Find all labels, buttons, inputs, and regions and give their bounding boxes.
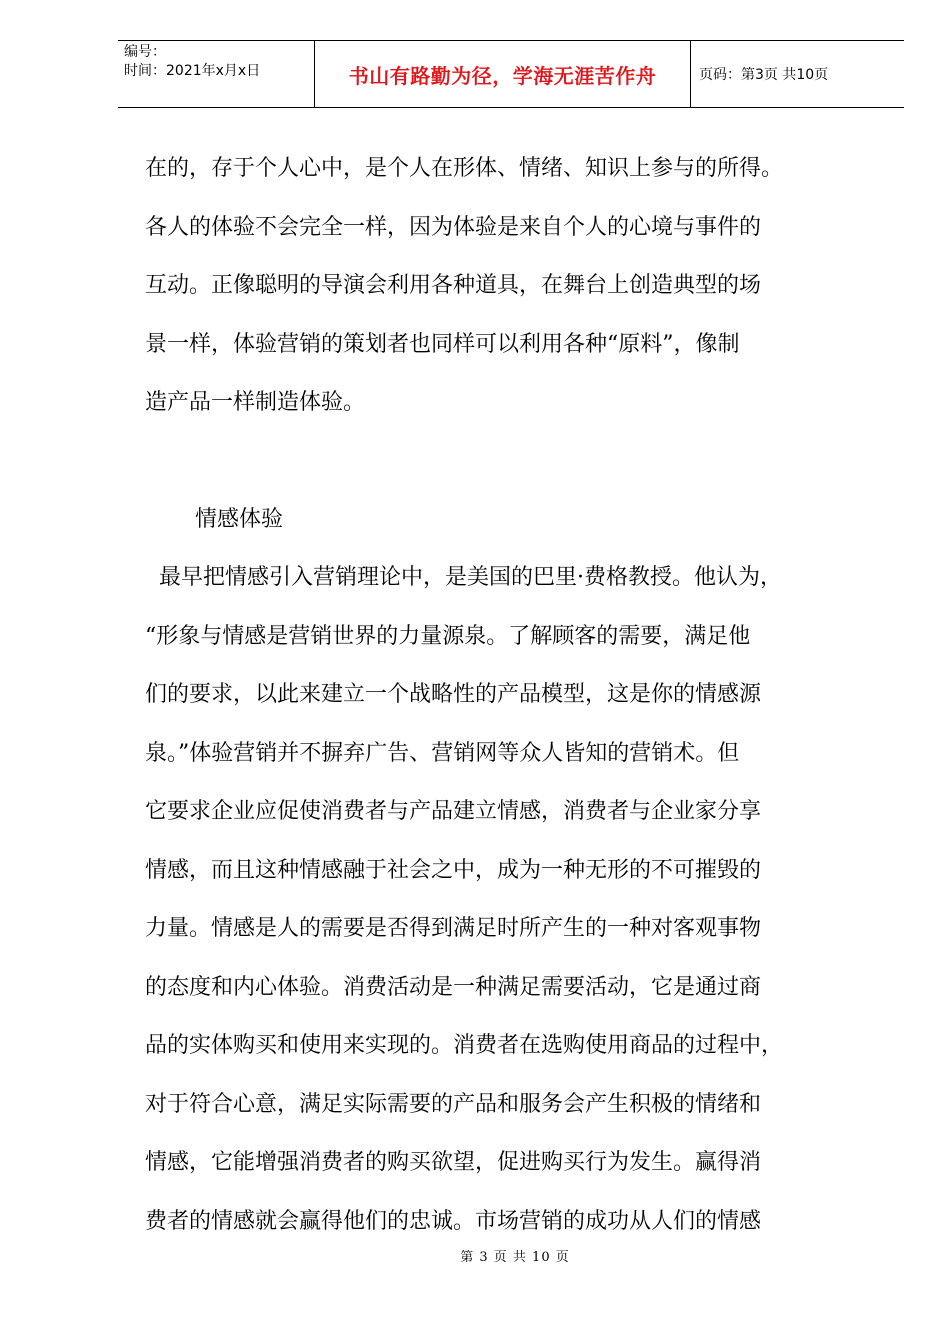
page-footer: 第 3 页 共 10 页 xyxy=(460,1250,570,1265)
body-line: 们的要求，以此来建立一个战略性的产品模型，这是你的情感源 xyxy=(145,682,762,707)
body-line: 造产品一样制造体验。 xyxy=(145,390,366,415)
document-body xyxy=(145,140,875,1251)
section-heading: 情感体验 xyxy=(195,506,284,532)
body-line: 互动。正像聪明的导演会利用各种道具，在舞台上创造典型的场 xyxy=(145,273,762,298)
body-line: 它要求企业应促使消费者与产品建立情感，消费者与企业家分享 xyxy=(145,799,762,824)
page-header xyxy=(118,40,904,108)
document-number-label: 编号： xyxy=(124,44,166,60)
body-line: 泉。”体验营销并不摒弃广告、营销网等众人皆知的营销术。但 xyxy=(145,740,740,766)
body-line: 力量。情感是人的需要是否得到满足时所产生的一种对客观事物 xyxy=(145,916,762,941)
body-line: 景一样，体验营销的策划者也同样可以利用各种“原料”，像制 xyxy=(145,331,740,357)
body-line: 品的实体购买和使用来实现的。消费者在选购使用商品的过程中， xyxy=(145,1033,784,1058)
body-line: 各人的体验不会完全一样，因为体验是来自个人的心境与事件的 xyxy=(145,214,762,240)
body-line: 情感，而且这种情感融于社会之中，成为一种无形的不可摧毁的 xyxy=(145,857,762,883)
body-line: 在的，存于个人心中，是个人在形体、情绪、知识上参与的所得。 xyxy=(145,156,784,181)
body-line: 费者的情感就会赢得他们的忠诚。市场营销的成功从人们的情感 xyxy=(145,1208,762,1234)
body-line: 的态度和内心体验。消费活动是一种满足需要活动，它是通过商 xyxy=(145,974,762,1000)
paragraph-gap xyxy=(145,433,875,491)
body-line: 情感，它能增强消费者的购买欲望，促进购买行为发生。赢得消 xyxy=(145,1150,762,1175)
body-line: 对于符合心意，满足实际需要的产品和服务会产生积极的情绪和 xyxy=(145,1091,762,1117)
body-line: 最早把情感引入营销理论中，是美国的巴里·费格教授。他认为， xyxy=(145,565,782,590)
header-page-info: 页码：第3页 共10页 xyxy=(699,67,829,83)
header-meta xyxy=(124,43,314,81)
document-time: 时间：2021年x月x日 xyxy=(124,63,261,79)
body-line: “形象与情感是营销世界的力量源泉。了解顾客的需要，满足他 xyxy=(145,623,751,649)
header-motto: 书山有路勤为径，学海无涯苦作舟 xyxy=(348,63,657,88)
